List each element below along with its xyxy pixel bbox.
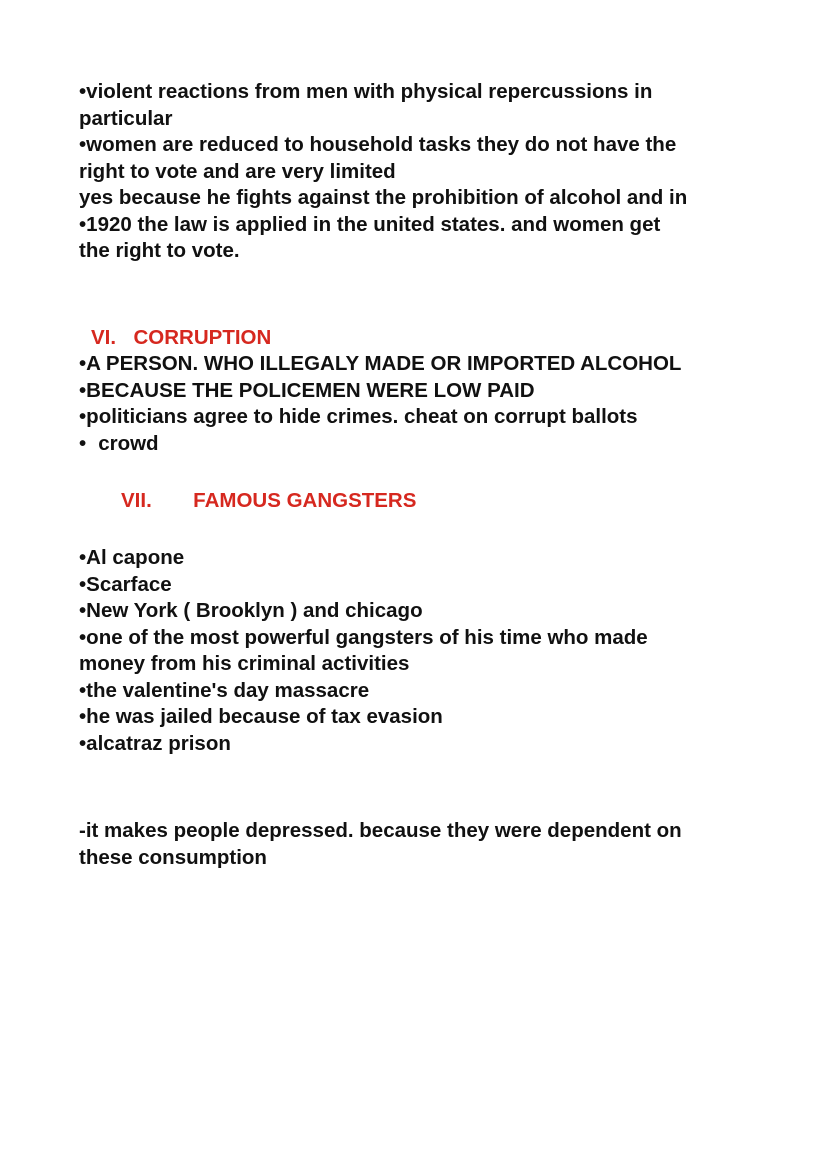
text-line: •A PERSON. WHO ILLEGALY MADE OR IMPORTED ALCOHOL bbox=[79, 352, 682, 375]
text-line: crowd bbox=[98, 431, 159, 455]
list-item bbox=[79, 431, 759, 458]
text-line: •Scarface bbox=[79, 572, 172, 596]
text-line: -it makes people depressed. because they were dependent on bbox=[79, 819, 682, 842]
text-line: •the valentine's day massacre bbox=[79, 678, 370, 702]
text-line: •women are reduced to household tasks they do not have the bbox=[79, 133, 677, 156]
section-title: FAMOUS GANGSTERS bbox=[193, 489, 417, 512]
text-line: these consumption bbox=[79, 845, 267, 869]
section-number: VII. bbox=[121, 489, 152, 512]
text-line: money from his criminal activities bbox=[79, 652, 410, 675]
text-line: •one of the most powerful gangsters of his time who made bbox=[79, 625, 648, 649]
corruption-block bbox=[79, 351, 759, 457]
text-line: •he was jailed because of tax evasion bbox=[79, 705, 443, 728]
section-heading-famous-gangsters bbox=[121, 488, 416, 515]
text-line: •violent reactions from men with physical repercussions in bbox=[79, 80, 653, 103]
text-line: yes because he fights against the prohibition of alcohol and in bbox=[79, 186, 688, 209]
text-line: •politicians agree to hide crimes. cheat on corrupt ballots bbox=[79, 405, 638, 428]
bullet: • bbox=[79, 431, 87, 455]
intro-block bbox=[79, 79, 759, 265]
text-line: •alcatraz prison bbox=[79, 731, 231, 755]
text-line: •New York ( Brooklyn ) and chicago bbox=[79, 599, 423, 622]
text-line: particular bbox=[79, 106, 173, 130]
text-line: right to vote and are very limited bbox=[79, 159, 396, 183]
section-title: CORRUPTION bbox=[133, 326, 272, 349]
section-number: VI. bbox=[91, 326, 117, 349]
section-heading-corruption bbox=[91, 325, 271, 352]
closing-block bbox=[79, 818, 759, 871]
text-line: the right to vote. bbox=[79, 239, 240, 262]
gangsters-block bbox=[79, 545, 759, 757]
text-line: •BECAUSE THE POLICEMEN WERE LOW PAID bbox=[79, 378, 535, 402]
text-line: •Al capone bbox=[79, 546, 185, 569]
text-line: •1920 the law is applied in the united states. and women get bbox=[79, 212, 661, 236]
